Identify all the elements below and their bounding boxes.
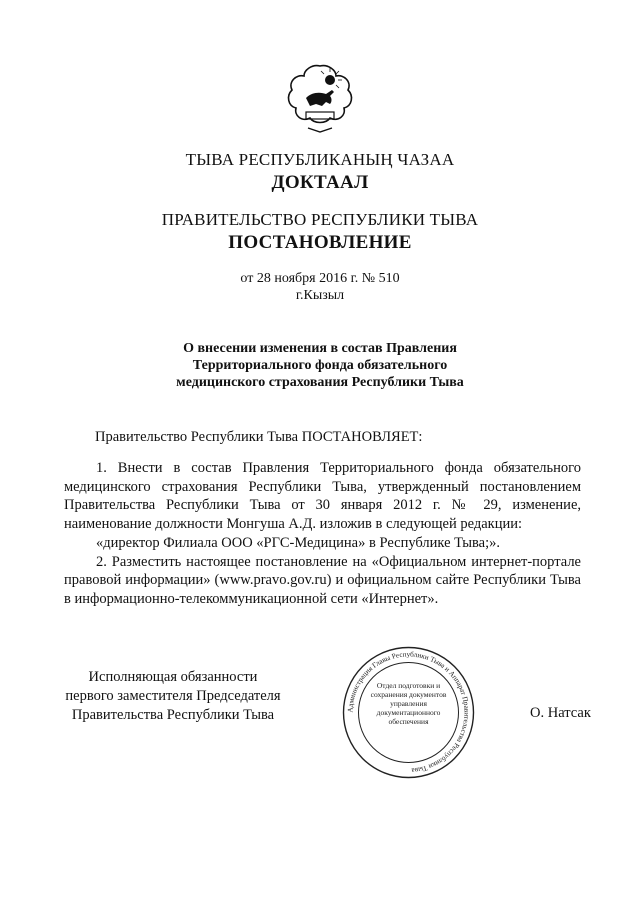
signatory-name: О. Натсак — [530, 705, 591, 721]
signatory-line-1: Исполняющая обязанности — [88, 669, 258, 685]
stamp-center-text: Отдел подготовки и сохранения документов управления документационного обеспечения — [370, 681, 447, 726]
header-republic-tyvan: ТЫВА РЕСПУБЛИКАНЫҢ ЧАЗАА — [185, 150, 455, 169]
signatory-line-2: первого заместителя Председателя — [65, 688, 281, 704]
document-city: г.Кызыл — [295, 288, 345, 303]
coat-of-arms-emblem-icon — [286, 62, 354, 134]
header-doctaal: ДОКТААЛ — [271, 172, 369, 193]
header-government: ПРАВИТЕЛЬСТВО РЕСПУБЛИКИ ТЫВА — [161, 210, 479, 229]
paragraph-1-quote: «директор Филиала ООО «РГС-Медицина» в Республике Тыва;». — [96, 534, 501, 551]
document-date-number: от 28 ноября 2016 г. № 510 — [240, 271, 400, 286]
paragraph-1: 1. Внести в состав Правления Территориального фонда обязательного медицинского страхования Республики Тыва, утвержденный постановлением Правительства Республики Тыва от 30 января 2012 г. № 29, изменение, наименование должности Монгуша А.Д. изложив в следующей редакции: — [64, 460, 581, 533]
signatory-position — [58, 668, 288, 725]
preamble: Правительство Республики Тыва ПОСТАНОВЛЯЕТ: — [95, 429, 423, 445]
subject-line-1: О внесении изменения в состав Правления — [183, 341, 457, 356]
document-body — [64, 459, 581, 609]
subject-line-3: медицинского страхования Республики Тыва — [176, 375, 464, 390]
stamp-ring-text: Администрация Главы Республики Тыва и Аппарат Правительства Республики Тыва — [346, 650, 471, 775]
document-subject — [120, 340, 520, 391]
official-stamp-icon — [341, 645, 476, 780]
signatory-line-3: Правительства Республики Тыва — [71, 707, 275, 723]
document-type-title: ПОСТАНОВЛЕНИЕ — [228, 232, 412, 253]
paragraph-2: 2. Разместить настоящее постановление на «Официальном интернет-портале правовой информации» (www.pravo.gov.ru) и официальном сайте Республики Тыва в информационно-телекоммуникационной сети «Интернет». — [64, 553, 581, 607]
subject-line-2: Территориального фонда обязательного — [192, 358, 448, 373]
